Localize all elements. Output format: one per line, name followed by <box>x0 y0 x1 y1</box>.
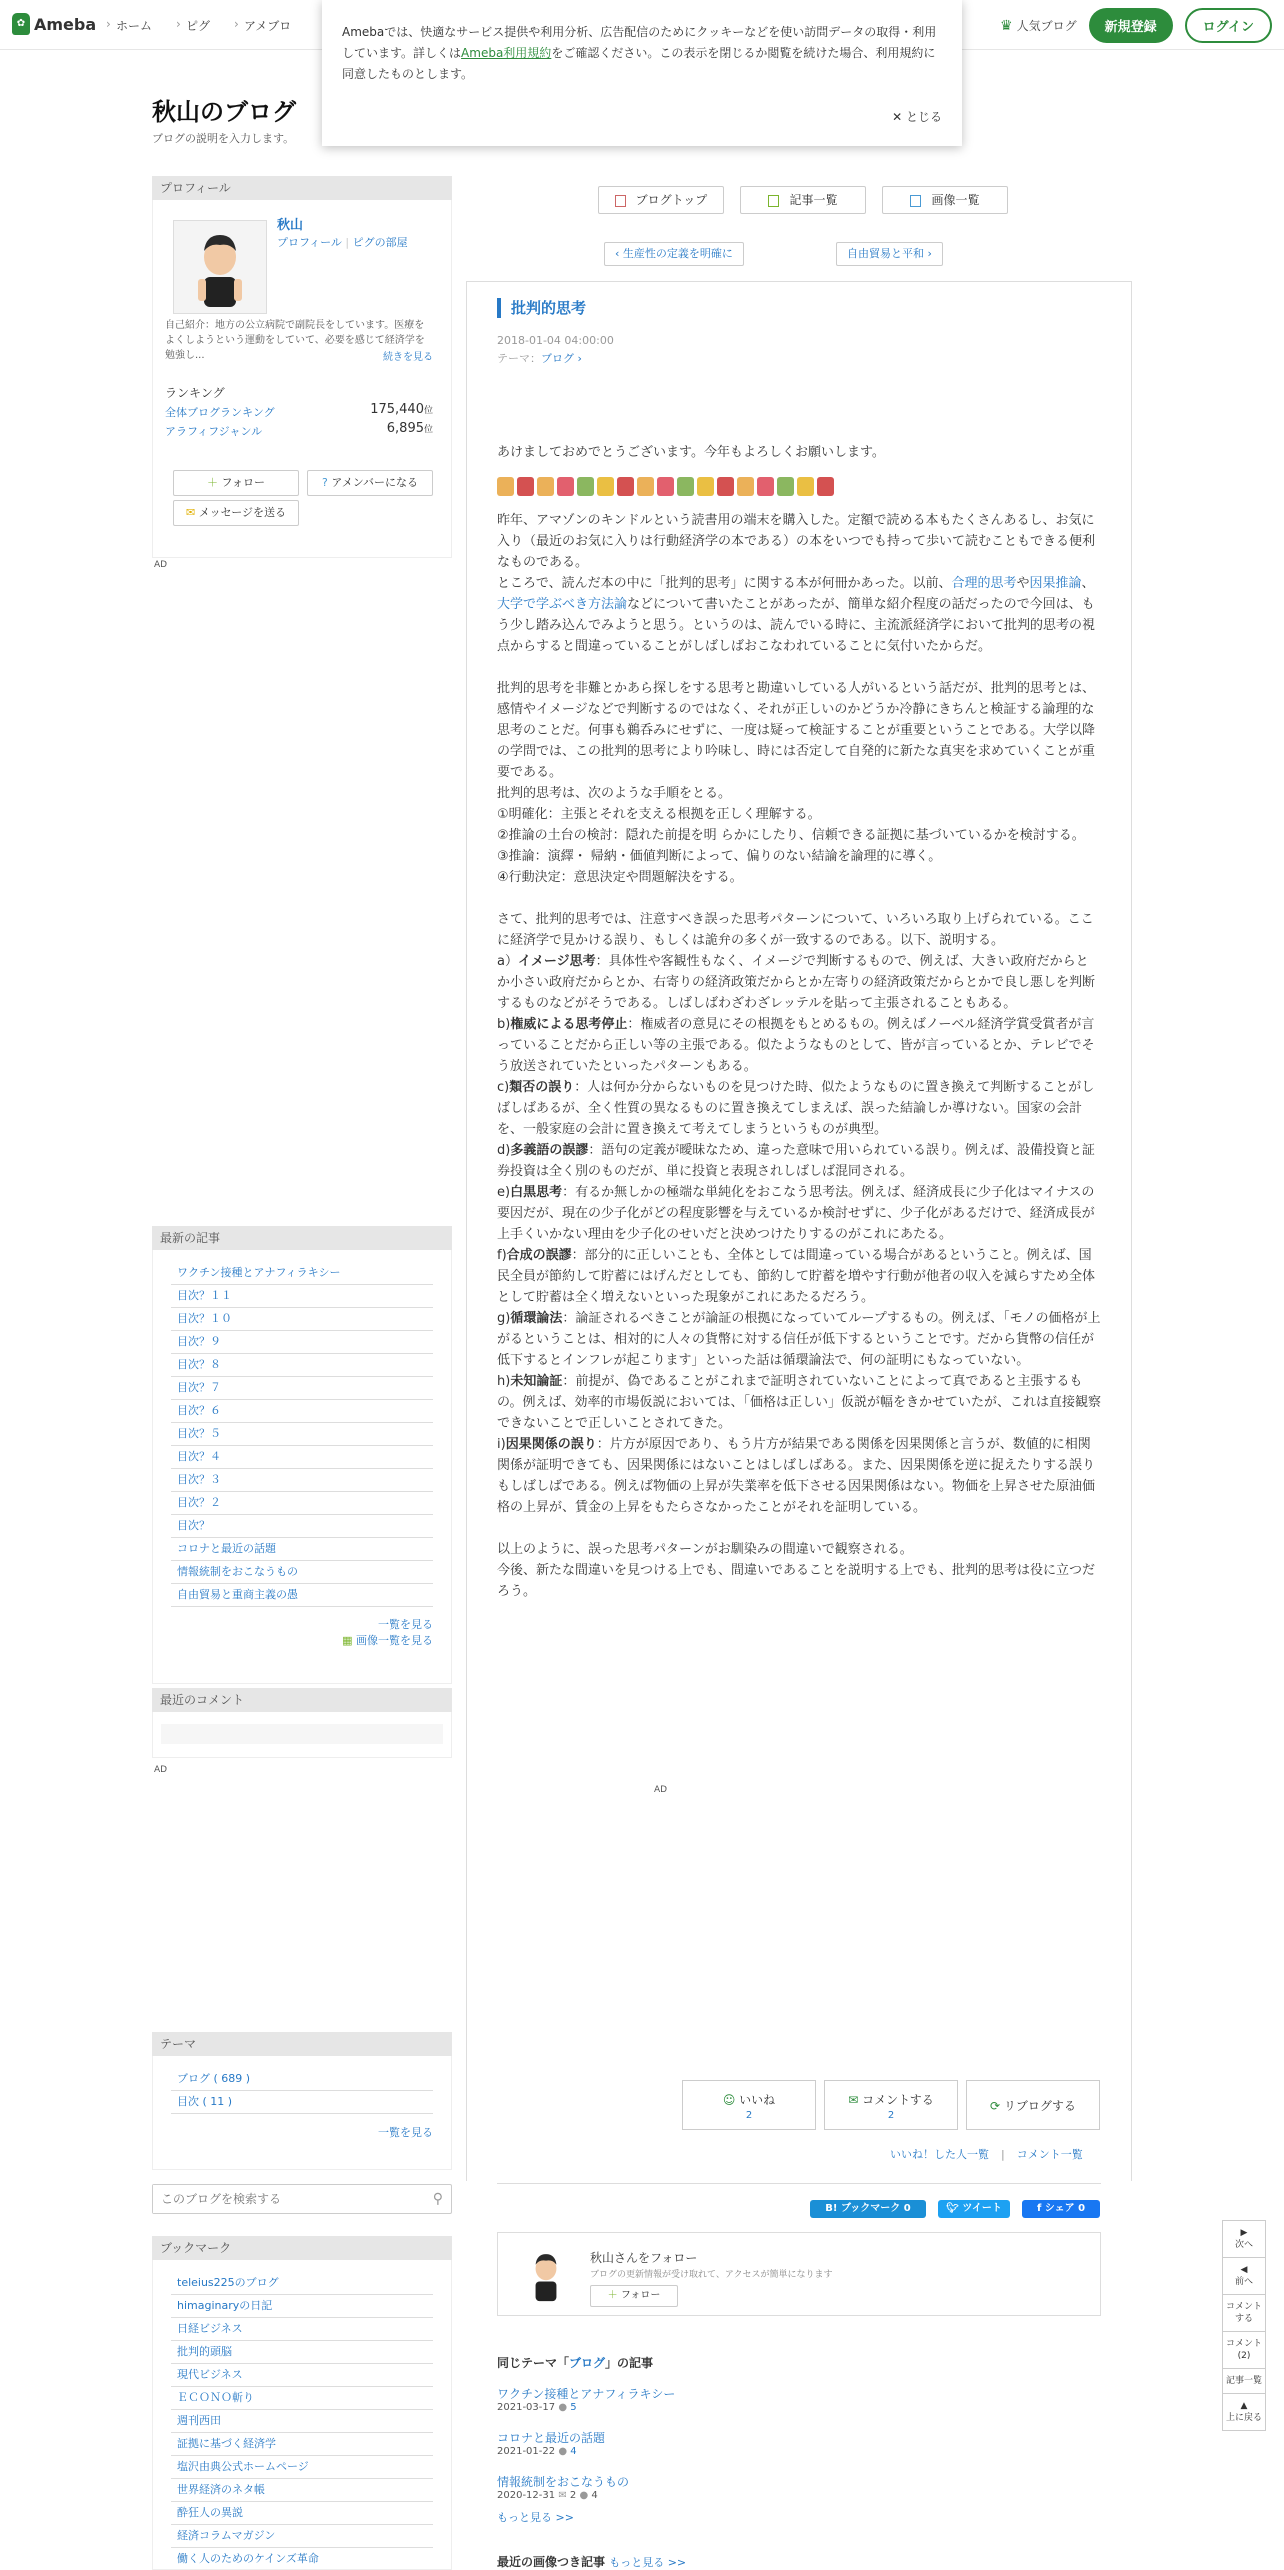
recent-article-item[interactable]: 目次？ <box>171 1515 433 1538</box>
read-more-link[interactable]: 続きを見る <box>383 352 433 363</box>
nav-ameblo[interactable]: › アメブロ <box>234 17 291 34</box>
close-icon: ✕ <box>892 110 906 124</box>
rail-article-list[interactable]: 記事一覧 <box>1223 2369 1265 2394</box>
follow-title: 秋山さんをフォロー <box>590 2251 698 2265</box>
bookmark-item[interactable]: 証拠に基づく経済学 <box>171 2433 433 2456</box>
prev-article-button[interactable]: ‹ 生産性の定義を明確に <box>604 242 744 266</box>
smile-icon: ☺ <box>722 2093 740 2107</box>
theme-item[interactable]: 目次 ( 11 ) <box>171 2091 433 2114</box>
emoji-icon <box>757 477 774 496</box>
bookmark-item[interactable]: 働く人のためのケインズ革命 <box>171 2548 433 2570</box>
follow-box <box>497 2232 1101 2316</box>
like-button[interactable]: ☺ いいね 2 <box>682 2080 816 2130</box>
search-icon[interactable]: ⚲ <box>432 2191 443 2207</box>
recent-article-item[interactable]: 目次？４ <box>171 1446 433 1469</box>
emoji-icon <box>777 477 794 496</box>
message-button[interactable]: ✉ メッセージを送る <box>173 500 299 526</box>
recent-article-item[interactable]: 目次？２ <box>171 1492 433 1515</box>
recent-article-item[interactable]: 目次？６ <box>171 1400 433 1423</box>
blog-search <box>152 2184 452 2214</box>
image-list-button[interactable]: 画像一覧 <box>882 186 1008 214</box>
recent-articles-box <box>152 1226 452 1684</box>
article-theme: テーマ：ブログ › <box>497 352 582 365</box>
link-rational-thinking[interactable]: 合理的思考 <box>951 576 1017 591</box>
pigg-room-link[interactable]: ピグの部屋 <box>352 236 408 249</box>
article-list-button[interactable]: 記事一覧 <box>740 186 866 214</box>
recent-article-item[interactable]: 自由貿易と重商主義の愚 <box>171 1584 433 1607</box>
triangle-up-icon: ▲ <box>1240 2401 1248 2411</box>
article-date: 2018-01-04 04:00:00 <box>497 334 614 347</box>
reblog-icon: ⟳ <box>990 2099 1004 2113</box>
profile-box: プロフィール 秋山 プロフィール | ピグの部屋 自己紹介：地方の公立病院で副院長をしています。医療をよくしようという運動をしていて、必要を感じて経済学を勉強し... 続きを見る ランキング 全体ブログランキング 175,440位 アラフィフジャンル 6,895位 ＋ フォロー ? アメンバーになる ✉ メッセージを送る <box>152 176 452 558</box>
emoji-icon <box>537 477 554 496</box>
triangle-left-icon: ◀ <box>1240 2265 1248 2275</box>
genre-rank-value: 6,895 <box>386 421 424 436</box>
terms-link[interactable]: Ameba利用規約 <box>461 46 552 60</box>
bookmark-item[interactable]: 現代ビジネス <box>171 2364 433 2387</box>
login-button[interactable]: ログイン <box>1185 8 1272 43</box>
theme-link[interactable]: ブログ <box>541 352 574 365</box>
overall-ranking-link[interactable]: 全体ブログランキング <box>165 406 275 419</box>
reblog-button[interactable]: ⟳ リブログする <box>966 2080 1100 2130</box>
bookmark-item[interactable]: 世界経済のネタ帳 <box>171 2479 433 2502</box>
bird-icon: 🐦︎ <box>946 2203 963 2214</box>
recent-article-item[interactable]: 目次？１０ <box>171 1308 433 1331</box>
recent-article-item[interactable]: ワクチン接種とアナフィラキシー <box>171 1262 433 1285</box>
like-count-icon: ● <box>558 2402 568 2413</box>
comment-count-icon: ✉ <box>558 2490 567 2501</box>
global-nav <box>106 17 291 34</box>
emoji-row <box>497 477 1101 496</box>
bookmark-item[interactable]: 日経ビジネス <box>171 2318 433 2341</box>
emoji-icon <box>617 477 634 496</box>
link-methodology[interactable]: 大学で学ぶべき方法論 <box>497 597 628 612</box>
related-article-link[interactable]: ワクチン接種とアナフィラキシー <box>497 2387 676 2401</box>
recent-all-link[interactable]: 一覧を見る <box>378 1618 433 1631</box>
emoji-icon <box>637 477 654 496</box>
recent-article-item[interactable]: 目次？９ <box>171 1331 433 1354</box>
camera-icon <box>910 195 921 207</box>
emoji-icon <box>817 477 834 496</box>
recent-images-link[interactable]: 画像一覧を見る <box>356 1634 433 1647</box>
ranking-label: ランキング <box>165 386 225 400</box>
recent-comments-box <box>152 1688 452 1758</box>
hatena-bookmark-button[interactable]: B! ブックマーク 0 <box>810 2200 926 2218</box>
related-articles: 同じテーマ「ブログ」の記事 ワクチン接種とアナフィラキシー 2021-03-17 ● 5 コロナと最近の話題 2021-01-22 ● 4 情報統制をおこなうもの 2020-12-31 ✉ 2 ● 4 もっと見る >> 最近の画像つき記事 もっと見る >> <box>497 2356 687 2569</box>
article-title[interactable]: 批判的思考 <box>497 298 586 318</box>
recent-list <box>171 1262 433 1607</box>
related-theme-link[interactable]: ブログ <box>569 2356 606 2370</box>
emoji-icon <box>557 477 574 496</box>
like-count-icon: ● <box>558 2446 568 2457</box>
cookie-banner: Amebaでは、快適なサービス提供や利用分析、広告配信のためにクッキーなどを使い訪問データの取得・利用しています。詳しくはAmeba利用規約をご確認ください。この表示を閉じるか閲覧を続けた場合、利用規約に同意したものとします。 ✕ とじる <box>322 0 962 146</box>
profile-header: プロフィール <box>152 176 452 200</box>
crown-icon: ♛ <box>1000 17 1013 34</box>
emoji-icon <box>717 477 734 496</box>
rail-prev[interactable]: ◀ 前へ <box>1223 2258 1265 2295</box>
chevron-left-icon: ‹ <box>615 247 623 260</box>
follow-button[interactable]: ＋ フォロー <box>173 470 299 496</box>
like-count-icon: ● <box>579 2490 589 2501</box>
ameba-logo[interactable]: ✿ Ameba <box>12 13 96 35</box>
theme-header: テーマ <box>152 2032 452 2056</box>
chevron-right-icon: › <box>924 247 932 260</box>
bookmark-item[interactable]: ＥＣＯＮＯ斬り <box>171 2387 433 2410</box>
theme-box <box>152 2032 452 2170</box>
rail-comment[interactable]: コメントする <box>1223 2295 1265 2332</box>
recent-article-item[interactable]: 目次？５ <box>171 1423 433 1446</box>
header-actions <box>1000 8 1272 43</box>
emoji-icon <box>677 477 694 496</box>
ad-label-3: AD <box>654 1785 668 1795</box>
follow-desc: ブログの更新情報が受け取れて、アクセスが簡単になります <box>590 2270 833 2280</box>
right-rail <box>1222 2220 1266 2431</box>
rail-comment-count[interactable]: コメント(2) <box>1223 2332 1265 2369</box>
ameba-icon: ✿ <box>12 13 30 35</box>
bookmark-header: ブックマーク <box>152 2236 452 2260</box>
list-icon <box>768 195 779 207</box>
triangle-right-icon: ▶ <box>1240 2228 1248 2238</box>
avatar[interactable] <box>173 220 267 314</box>
comments-header: 最近のコメント <box>152 1688 452 1712</box>
rail-next[interactable]: ▶ 次へ <box>1223 2221 1265 2258</box>
bookmark-box <box>152 2236 452 2570</box>
bookmark-list <box>171 2272 433 2570</box>
profile-intro: 自己紹介：地方の公立病院で副院長をしています。医療をよくしようという運動をしていて、必要を感じて経済学を勉強し... <box>165 320 425 361</box>
emoji-icon <box>797 477 814 496</box>
bookmark-item[interactable]: 塩沢由典公式ホームページ <box>171 2456 433 2479</box>
theme-item[interactable]: ブログ ( 689 ) <box>171 2068 433 2091</box>
emoji-icon <box>657 477 674 496</box>
emoji-icon <box>497 477 514 496</box>
article-body: あけましておめでとうございます。今年もよろしくお願いします。 昨年、アマゾンのキンドルという読書用の端末を購入した。定額で読める本もたくさんあるし、お気に入り（最近のお気に入りは行動経済学の本である）の本をいつでも持って歩いて読むこともできる便利なものである。 ところで、読んだ本の中に「批判的思考」に関する本が何冊かあった。以前、合理的思考や因果推論、大学で学ぶべき方法論などについて書いたことがあったが、簡単な紹介程度の話だったので今回は、もう少し踏み込んでみようと思う。というのは、読んでいる時に、主流派経済学において批判的思考の視点からすると間違っていることがしばしばおこなわれていることに気付いたからだ。 批判的思考を非難とかあら探しをする思考と勘違いしている人がいるという話だが、批判的思考とは、感情やイメージなどで判断するのではなく、それが正しいのかどうか冷静にきちんと検証する論理的な思考のことだ。何事も鵜呑みにせずに、一度は疑って検証することが重要ということである。大学以降の学問では、この批判的思考により吟味し、時には否定して自発的に新たな真実を求めていくことが重要である。 批判的思考は、次のような手順をとる。 ①明確化：主張とそれを支える根拠を正しく理解する。 ②推論の土台の検討：隠れた前提を明 らかにしたり、信頼できる証拠に基づいているかを検討する。 ③推論：演繹・ 帰納・価値判断によって、偏りのない結論を論理的に導く。 ④行動決定：意思決定や問題解決をする。 さて、批判的思考では、注意すべき誤った思考パターンについて、いろいろ取り上げられている。ここに経済学で見かける誤り、もしくは詭弁の多くが一致するのである。以下、説明する。 a）イメージ思考：具体性や客観性もなく、イメージで判断するもので、例えば、大きい政府だからとか小さい政府だからとか、右寄りの経済政策だからとか左寄りの経済政策だからとかで良し悪しを判断するものなどがそうである。しばしばわざわざレッテルを貼って主張されることもある。 b)権威による思考停止：権威者の意見にその根拠をもとめるもの。例えばノーベル経済学賞受賞者が言っていることだから正しい等の主張である。似たようなものとして、皆が言っているとか、テレビでそう放送されていたといったパターンもある。 c)類否の誤り：人は何か分からないものを見つけた時、似たようなものに置き換えて判断することがしばしばあるが、全く性質の異なるものに置き換えてしまえば、誤った結論しか導けない。国家の会計を、一般家庭の会計に置き換えて考えてしまうというものが典型。 d)多義語の誤謬：語句の定義が曖昧なため、違った意味で用いられている誤り。例えば、設備投資と証券投資は全く別のものだが、単に投資と表現されしばしば混同される。 e)白黒思考：有るか無しかの極端な単純化をおこなう思考法。例えば、経済成長に少子化はマイナスの要因だが、現在の少子化がどの程度影響を与えているか検討せずに、少子化があるだけで、経済成長が上手くいかない理由を少子化のせいだと決めつけたりするのがこれにあたる。 f)合成の誤謬：部分的に正しいことも、全体としては間違っている場合があるということ。例えば、国民全員が節約して貯蓄にはげんだとしても、節約して貯蓄を増やす行動が他者の収入を減らすため全体として貯蓄は全く増えないといった現象がこれにあたるだろう。 g)循環論法：論証されるべきことが論証の根拠になっていてループするもの。例えば、「モノの価格が上がるということは、相対的に人々の貨幣に対する信任が低下するということです。だから貨幣の信任が低下するとインフレが起こります」といった話は循環論法で、何の証明にもなっていない。 h)未知論証：前提が、偽であることがこれまで証明されていないことによって真であると主張するもの。例えば、効率的市場仮説においては、「価格は正しい」仮説が幅をきかせていたが、これは直接観察できないことで正しいことされてきた。 i)因果関係の誤り：片方が原因であり、もう片方が結果である関係を因果関係と言うが、数値的に相関関係が証明できても、因果関係にはないことはしばしばある。また、因果関係を逆に捉えたりする誤りもしばしばである。例えば物価の上昇が失業率を低下させる因果関係はない。物価を上昇させた原油価格の上昇が、賃金の上昇をもたらさなかったことがそれを証明している。 以上のように、誤った思考パターンがお馴染みの間違いで観察される。 今後、新たな間違いを見つける上でも、間違いであることを説明する上でも、批判的思考は役に立つだろう。 <box>497 445 1101 1599</box>
blog-description: ブログの説明を入力します。 <box>152 132 295 145</box>
recent-article-item[interactable]: 目次？７ <box>171 1377 433 1400</box>
related-article-link[interactable]: 情報統制をおこなうもの <box>497 2475 630 2489</box>
link-causal-inference[interactable]: 因果推論 <box>1029 576 1082 591</box>
comment-icon: ✉ <box>848 2093 863 2107</box>
liked-users-link[interactable]: いいね！した人一覧 <box>890 2148 989 2161</box>
tweet-button[interactable]: 🐦︎ ツイート <box>938 2200 1010 2218</box>
ad-label: AD <box>154 560 168 570</box>
amember-button[interactable]: ? アメンバーになる <box>307 470 433 496</box>
bookmark-item[interactable]: 批判的頭脳 <box>171 2341 433 2364</box>
nav-pigg[interactable]: › ピグ <box>176 17 210 34</box>
recent-article-item[interactable]: 目次？１１ <box>171 1285 433 1308</box>
genre-ranking-link[interactable]: アラフィフジャンル <box>165 425 263 438</box>
mail-icon: ✉ <box>185 506 199 519</box>
bookmark-item[interactable]: teleius225のブログ <box>171 2272 433 2295</box>
theme-all-link[interactable]: 一覧を見る <box>378 2126 433 2139</box>
comment-button[interactable]: ✉ コメントする 2 <box>824 2080 958 2130</box>
follow-button-2[interactable]: ＋ フォロー <box>590 2285 678 2307</box>
recent-header: 最新の記事 <box>152 1226 452 1250</box>
blog-search-input[interactable] <box>153 2185 413 2213</box>
bookmark-item[interactable]: 経済コラムマガジン <box>171 2525 433 2548</box>
comment-list-link[interactable]: コメント一覧 <box>1016 2148 1083 2161</box>
chevron-right-icon: › <box>574 352 582 365</box>
plus-icon: ＋ <box>207 476 222 489</box>
ad-label-2: AD <box>154 1765 168 1775</box>
reaction-buttons <box>682 2080 1100 2130</box>
blog-title[interactable]: 秋山のブログ <box>152 98 296 126</box>
images-more-link[interactable]: もっと見る >> <box>609 2556 687 2569</box>
avatar-small[interactable] <box>516 2245 576 2305</box>
emoji-icon <box>577 477 594 496</box>
bookmark-item[interactable]: 酔狂人の異説 <box>171 2502 433 2525</box>
cookie-close-button[interactable]: ✕ とじる <box>892 110 942 124</box>
popular-blog-link[interactable]: ♛ 人気ブログ <box>1000 17 1077 34</box>
emoji-icon <box>697 477 714 496</box>
recent-article-item[interactable]: 目次？８ <box>171 1354 433 1377</box>
emoji-icon <box>737 477 754 496</box>
bookmark-item[interactable]: himaginaryの日記 <box>171 2295 433 2318</box>
image-icon: ▦ <box>342 1634 356 1647</box>
nav-home[interactable]: › ホーム <box>106 17 152 34</box>
next-article-button[interactable]: 自由貿易と平和 › <box>836 242 943 266</box>
bookmark-item[interactable]: 週刊西田 <box>171 2410 433 2433</box>
profile-link[interactable]: プロフィール <box>277 236 342 249</box>
recent-article-item[interactable]: 情報統制をおこなうもの <box>171 1561 433 1584</box>
recent-article-item[interactable]: コロナと最近の話題 <box>171 1538 433 1561</box>
emoji-icon <box>597 477 614 496</box>
related-article-link[interactable]: コロナと最近の話題 <box>497 2431 606 2445</box>
overall-rank-value: 175,440 <box>370 402 424 417</box>
facebook-share-button[interactable]: f シェア 0 <box>1022 2200 1100 2218</box>
blog-top-button[interactable]: ブログトップ <box>598 186 724 214</box>
home-icon <box>615 195 626 207</box>
profile-name[interactable]: 秋山 <box>277 218 304 233</box>
rail-back-to-top[interactable]: ▲ 上に戻る <box>1225 2401 1262 2423</box>
emoji-icon <box>517 477 534 496</box>
register-button[interactable]: 新規登録 <box>1089 8 1173 43</box>
question-icon: ? <box>322 476 332 489</box>
blog-nav <box>598 186 1008 214</box>
related-more-link[interactable]: もっと見る >> <box>497 2511 574 2524</box>
recent-article-item[interactable]: 目次？３ <box>171 1469 433 1492</box>
